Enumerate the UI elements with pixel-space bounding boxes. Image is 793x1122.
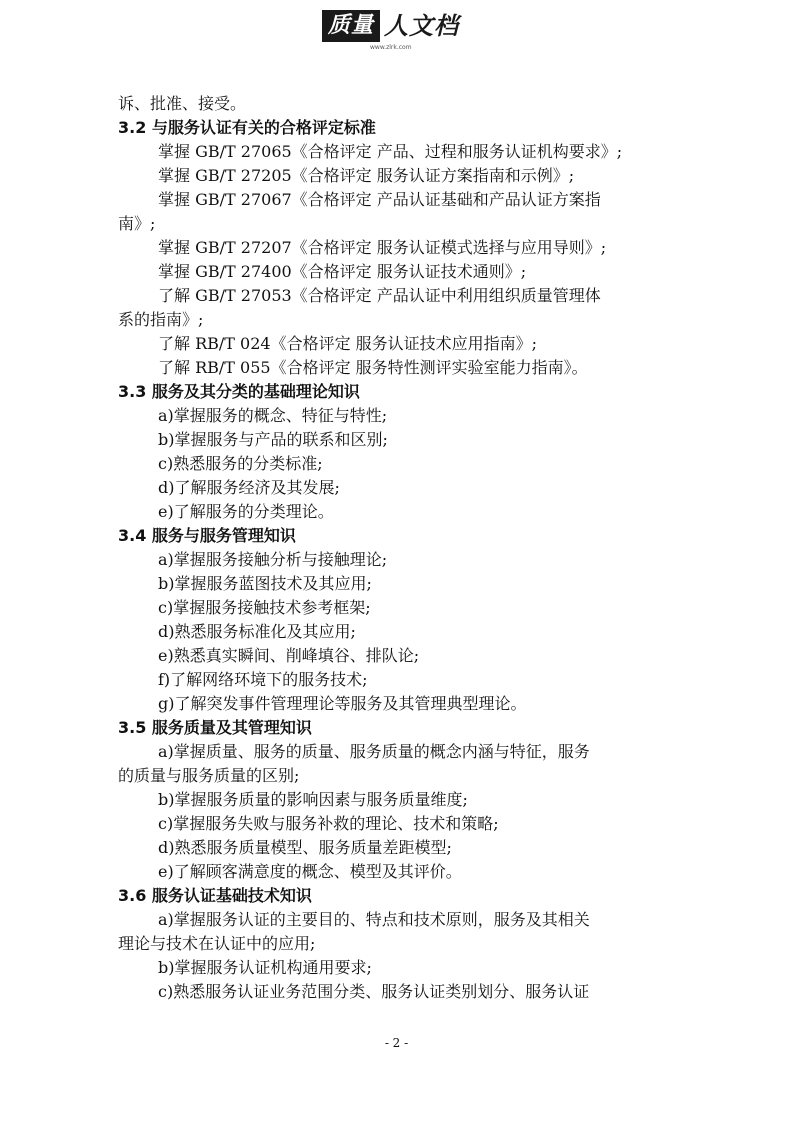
list-item: d)熟悉服务标准化及其应用; — [158, 622, 356, 641]
list-item: a)掌握质量、服务的质量、服务质量的概念内涵与特征，服务 — [158, 742, 590, 761]
list-item: 了解 RB/T 055《合格评定 服务特性测评实验室能力指南》。 — [158, 358, 588, 377]
list-item: g)了解突发事件管理理论等服务及其管理典型理论。 — [158, 694, 527, 713]
logo-url: www.zlrk.com — [370, 44, 412, 51]
list-item: c)掌握服务失败与服务补救的理论、技术和策略; — [158, 814, 499, 833]
list-item: c)熟悉服务认证业务范围分类、服务认证类别划分、服务认证 — [158, 982, 590, 1001]
list-item: d)熟悉服务质量模型、服务质量差距模型; — [158, 838, 452, 857]
list-item: d)了解服务经济及其发展; — [158, 478, 340, 497]
section-heading: 3.2 与服务认证有关的合格评定标准 — [118, 118, 376, 137]
continuation-line: 理论与技术在认证中的应用; — [118, 934, 316, 953]
list-item: f)了解网络环境下的服务技术; — [158, 670, 368, 689]
list-item: 掌握 GB/T 27205《合格评定 服务认证方案指南和示例》; — [158, 166, 575, 185]
page-number: - 2 - — [384, 1036, 409, 1050]
list-item: a)掌握服务的概念、特征与特性; — [158, 406, 388, 425]
list-item: a)掌握服务认证的主要目的、特点和技术原则，服务及其相关 — [158, 910, 590, 929]
site-logo — [322, 10, 468, 56]
list-item: b)掌握服务与产品的联系和区别; — [158, 430, 388, 449]
section-heading: 3.5 服务质量及其管理知识 — [118, 718, 312, 737]
list-item: e)了解服务的分类理论。 — [158, 502, 334, 521]
logo-box-text: 质量 — [322, 10, 380, 42]
section-heading: 3.4 服务与服务管理知识 — [118, 526, 296, 545]
list-item: 掌握 GB/T 27067《合格评定 产品认证基础和产品认证方案指 — [158, 190, 601, 209]
document-body — [118, 92, 658, 1004]
list-item: 了解 RB/T 024《合格评定 服务认证技术应用指南》; — [158, 334, 538, 353]
continuation-line: 的质量与服务质量的区别; — [118, 766, 300, 785]
list-item: b)掌握服务认证机构通用要求; — [158, 958, 372, 977]
list-item: 掌握 GB/T 27400《合格评定 服务认证技术通则》; — [158, 262, 527, 281]
list-item: a)掌握服务接触分析与接触理论; — [158, 550, 388, 569]
list-item: 掌握 GB/T 27207《合格评定 服务认证模式选择与应用导则》; — [158, 238, 607, 257]
continuation-line: 南》; — [118, 214, 156, 233]
list-item: 了解 GB/T 27053《合格评定 产品认证中利用组织质量管理体 — [158, 286, 601, 305]
section-heading: 3.6 服务认证基础技术知识 — [118, 886, 312, 905]
list-item: c)熟悉服务的分类标准; — [158, 454, 323, 473]
list-item: e)了解顾客满意度的概念、模型及其评价。 — [158, 862, 462, 881]
list-item: b)掌握服务蓝图技术及其应用; — [158, 574, 372, 593]
list-item: c)掌握服务接触技术参考框架; — [158, 598, 371, 617]
continuation-line: 诉、批准、接受。 — [118, 94, 247, 113]
list-item: b)掌握服务质量的影响因素与服务质量维度; — [158, 790, 468, 809]
list-item: e)熟悉真实瞬间、削峰填谷、排队论; — [158, 646, 420, 665]
list-item: 掌握 GB/T 27065《合格评定 产品、过程和服务认证机构要求》; — [158, 142, 623, 161]
logo-wordmark — [322, 10, 459, 42]
continuation-line: 系的指南》; — [118, 310, 204, 329]
logo-rest-text: 人文档 — [384, 12, 460, 40]
section-heading: 3.3 服务及其分类的基础理论知识 — [118, 382, 360, 401]
